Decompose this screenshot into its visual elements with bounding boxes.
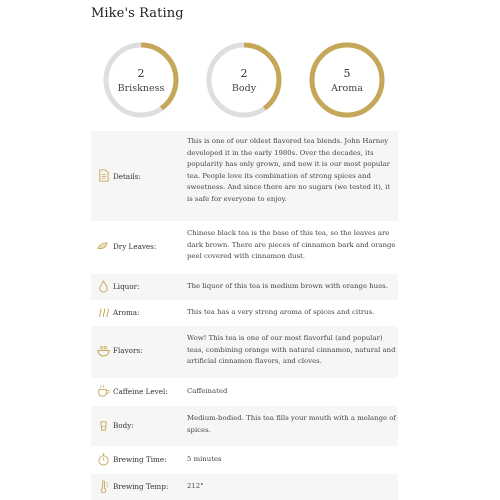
gauge-label: Aroma <box>331 83 363 94</box>
document-icon <box>97 169 110 182</box>
thermometer-icon <box>97 480 110 493</box>
liquor-row <box>91 274 398 300</box>
row-text: This is one of our oldest flavored tea blends. John Harney developed it in the early 1980s. Over the decades, its popularity has only grown, and now it is our most popular tea. People love its combination of strong spices and sweetness. And since there are no sugars (we tested it), it is safe for everyone to enjoy. <box>187 137 391 203</box>
rating-title: Mike's Rating <box>91 6 184 21</box>
gauge-value: 2 <box>240 67 248 80</box>
body-icon <box>97 419 110 432</box>
details-row <box>91 131 398 221</box>
gauge-briskness <box>102 41 180 119</box>
row-text: This tea has a very strong aroma of spices and citrus. <box>187 308 375 316</box>
gauge-ring <box>205 41 283 119</box>
brewing-time-row <box>91 446 398 474</box>
row-text: Wow! This tea is one of our most flavorful (and popular) teas, combining orange with natural cinnamon, natural and artificial cinnamon flavors, and cloves. <box>187 334 396 365</box>
row-text: Medium-bodied. This tea fills your mouth with a melange of spices. <box>187 414 396 434</box>
gauge-value: 5 <box>343 67 351 80</box>
row-label: Flavors: <box>113 346 143 355</box>
row-label: Brewing Time: <box>113 455 167 464</box>
drop-icon <box>97 280 110 293</box>
body-row <box>91 406 398 446</box>
row-text: Caffeinated <box>187 387 228 395</box>
gauge-label: Briskness <box>117 83 165 94</box>
gauge-ring <box>308 41 386 119</box>
row-text: 5 minutes <box>187 455 222 463</box>
leaves-icon <box>97 240 110 253</box>
gauge-value: 2 <box>137 67 145 80</box>
gauge-label: Body <box>231 83 257 94</box>
gauge-ring <box>102 41 180 119</box>
row-label: Caffeine Level: <box>113 387 168 396</box>
gauge-arc <box>312 45 382 115</box>
brewing-temp-row <box>91 474 398 500</box>
row-label: Details: <box>113 172 141 181</box>
bowl-icon <box>97 344 110 357</box>
caffeine-row <box>91 378 398 406</box>
stopwatch-icon <box>97 453 110 466</box>
row-label: Brewing Temp: <box>113 482 169 491</box>
gauge-body <box>205 41 283 119</box>
row-label: Liquor: <box>113 282 140 291</box>
dry-leaves-row <box>91 221 398 274</box>
aroma-row <box>91 300 398 326</box>
coffee-cup-icon <box>97 384 110 397</box>
row-label: Aroma: <box>113 308 140 317</box>
gauge-aroma <box>308 41 386 119</box>
row-text: Chinese black tea is the base of this tea, so the leaves are dark brown. There are pieces of cinnamon bark and orange peel covered with cinnamon dust. <box>187 229 396 260</box>
flavors-row <box>91 326 398 378</box>
row-text: The liquor of this tea is medium brown with orange hues. <box>187 282 388 290</box>
row-label: Body: <box>113 421 134 430</box>
row-text: 212° <box>187 482 204 490</box>
row-label: Dry Leaves: <box>113 242 157 251</box>
aroma-icon <box>97 306 110 319</box>
